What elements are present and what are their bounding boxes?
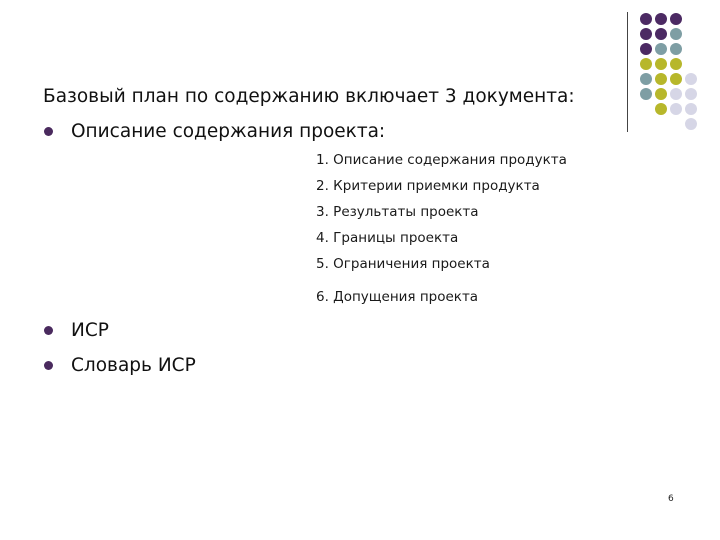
bullet-label: Словарь ИСР xyxy=(71,355,196,376)
decorative-dot xyxy=(670,58,682,70)
bullet-dot-icon xyxy=(44,127,53,136)
decorative-dot xyxy=(685,88,697,100)
slide-heading: Базовый план по содержанию включает 3 документа: xyxy=(43,86,575,107)
bullet-label: ИСР xyxy=(71,320,109,341)
sub-item: 4. Границы проекта xyxy=(316,230,459,246)
decorative-dot xyxy=(685,103,697,115)
divider-line xyxy=(627,12,628,132)
sub-item: 1. Описание содержания продукта xyxy=(316,152,567,168)
sub-item: 6. Допущения проекта xyxy=(316,289,479,305)
page-number: 6 xyxy=(668,494,674,504)
sub-item: 2. Критерии приемки продукта xyxy=(316,178,540,194)
decorative-dot xyxy=(670,73,682,85)
decorative-dot xyxy=(655,43,667,55)
bullet-item-wbs-dictionary xyxy=(43,355,196,376)
decorative-dot xyxy=(640,28,652,40)
decorative-dot xyxy=(670,28,682,40)
bullet-item-wbs xyxy=(43,320,109,341)
decorative-dot xyxy=(640,88,652,100)
bullet-dot-icon xyxy=(44,361,53,370)
decorative-dot xyxy=(640,58,652,70)
decorative-dot xyxy=(670,43,682,55)
decorative-dot xyxy=(655,28,667,40)
decorative-dot xyxy=(685,118,697,130)
decorative-dot xyxy=(655,88,667,100)
sub-item: 3. Результаты проекта xyxy=(316,204,479,220)
decorative-dot xyxy=(685,73,697,85)
decorative-dot xyxy=(655,103,667,115)
decorative-dot xyxy=(670,103,682,115)
sub-item: 5. Ограничения проекта xyxy=(316,256,490,272)
decorative-dot xyxy=(640,13,652,25)
decorative-dot xyxy=(655,73,667,85)
decorative-dot xyxy=(670,88,682,100)
decorative-dot xyxy=(655,58,667,70)
decorative-dot-grid xyxy=(0,0,720,140)
decorative-dot xyxy=(670,13,682,25)
bullet-label: Описание содержания проекта: xyxy=(71,121,386,142)
decorative-dot xyxy=(640,43,652,55)
decorative-dot xyxy=(640,73,652,85)
decorative-dot xyxy=(655,13,667,25)
bullet-dot-icon xyxy=(44,326,53,335)
bullet-item-scope-description xyxy=(43,121,385,142)
